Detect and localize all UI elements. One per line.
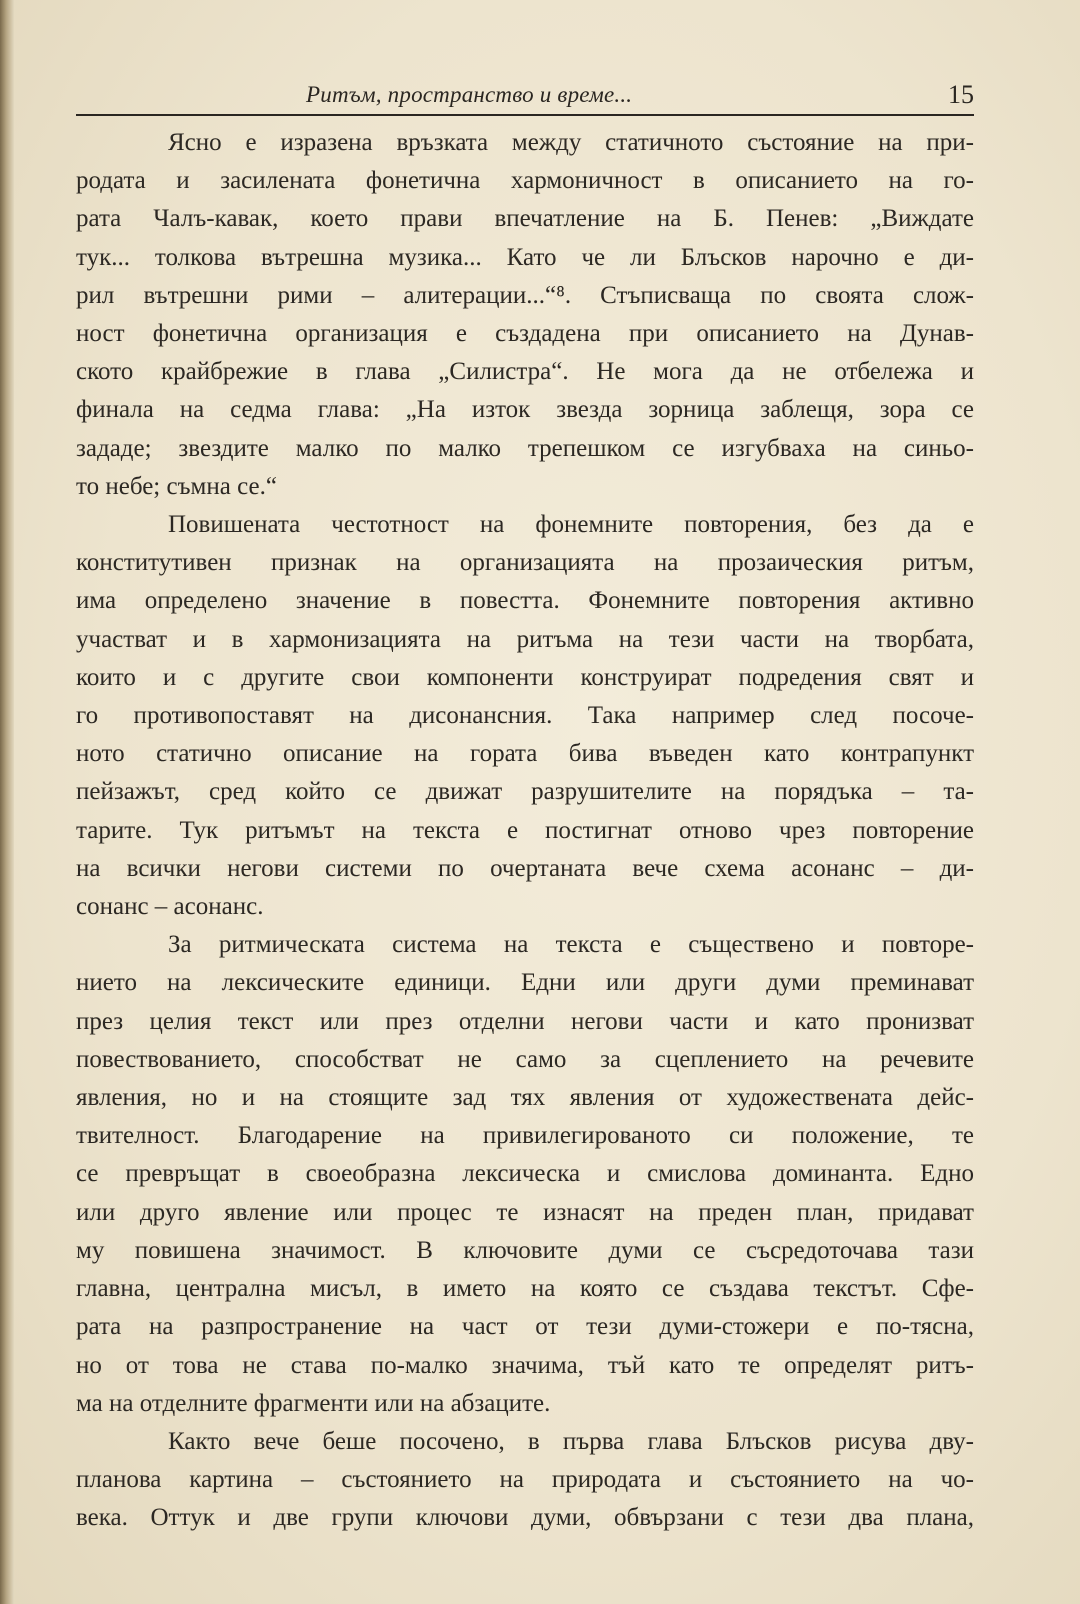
text-line: За ритмическата система на текста е съществено и повторе- [168,931,974,959]
text-line: главна, централна мисъл, в името на която се създава текстът. Сфе- [76,1275,974,1303]
text-line: нието на лексическите единици. Едни или други думи преминават [76,969,974,997]
text-line: то небе; съмна се.“ [76,472,277,500]
text-line: пейзажът, сред който се движат разрушителите на порядъка – та- [76,778,974,806]
book-page [14,0,1080,1604]
text-line: твителност. Благодарение на привилегированото си положение, те [76,1122,974,1150]
text-line: родата и засилената фонетична хармоничност в описанието на го- [76,167,974,195]
text-line: му повишена значимост. В ключовите думи се съсредоточава тази [76,1236,974,1264]
paragraph-3 [76,926,974,1423]
text-line: сонанс – асонанс. [76,893,264,921]
text-line: ското крайбрежие в глава „Силистра“. Не мога да не отбележа и [76,358,974,386]
page-header [76,82,974,116]
paragraph-4 [76,1423,974,1538]
text-line: планова картина – състоянието на природата и състоянието на чо- [76,1466,974,1494]
text-line: на всички негови системи по очертаната вече схема асонанс – ди- [76,854,974,882]
book-spine-shadow [0,0,14,1604]
text-line: Повишената честотност на фонемните повторения, без да е [168,511,974,539]
page-number: 15 [948,80,974,109]
text-line: които и с другите свои компоненти конструират подредения свят и [76,663,974,691]
text-line: участват и в хармонизацията на ритъма на тези части на творбата, [76,625,974,653]
text-line: века. Оттук и две групи ключови думи, обвързани с тези два плана, [76,1504,974,1532]
text-line: се превръщат в своеобразна лексическа и смислова доминанта. Едно [76,1160,974,1188]
text-line: ното статично описание на гората бива въведен като контрапункт [76,740,974,768]
text-line: го противопоставят на дисонансния. Така например след посоче- [76,702,974,730]
running-head: Ритъм, пространство и време... [306,82,633,107]
text-line: ма на отделните фрагменти или на абзаците. [76,1389,551,1417]
text-line: зададе; звездите малко по малко трепешком се изгубваха на синьо- [76,434,974,462]
paragraph-1 [76,124,974,506]
text-line: рата на разпространение на част от тези думи-стожери е по-тясна, [76,1313,974,1341]
text-line: финала на седма глава: „На изток звезда зорница заблещя, зора се [76,396,974,424]
text-line: Ясно е изразена връзката между статичното състояние на при- [168,129,974,156]
text-line: тарите. Тук ритъмът на текста е постигнат отново чрез повторение [76,816,974,844]
text-line: има определено значение в повестта. Фонемните повторения активно [76,587,974,615]
text-line: рата Чалъ-кавак, което прави впечатление на Б. Пенев: „Виждате [76,205,974,233]
text-line: явления, но и на стоящите зад тях явления от художествената дейс- [76,1084,974,1112]
text-line: конститутивен признак на организацията на прозаическия ритъм, [76,549,974,577]
body-text [76,124,974,1538]
text-line: ност фонетична организация е създадена при описанието на Дунав- [76,320,974,348]
paragraph-2 [76,506,974,926]
text-line: повествованието, способстват не само за сцеплението на речевите [76,1045,974,1073]
text-line: но от това не става по-малко значима, тъй като те определят ритъ- [76,1351,974,1379]
text-line: през целия текст или през отделни негови части и като пронизват [76,1007,974,1035]
text-line: рил вътрешни рими – алитерации...“⁸. Стъписваща по своята слож- [76,281,974,309]
text-line: или друго явление или процес те изнасят на преден план, придават [76,1198,974,1226]
text-line: тук... толкова вътрешна музика... Като че ли Блъсков нарочно е ди- [76,243,974,271]
text-line: Както вече беше посочено, в първа глава Блъсков рисува дву- [168,1427,974,1455]
